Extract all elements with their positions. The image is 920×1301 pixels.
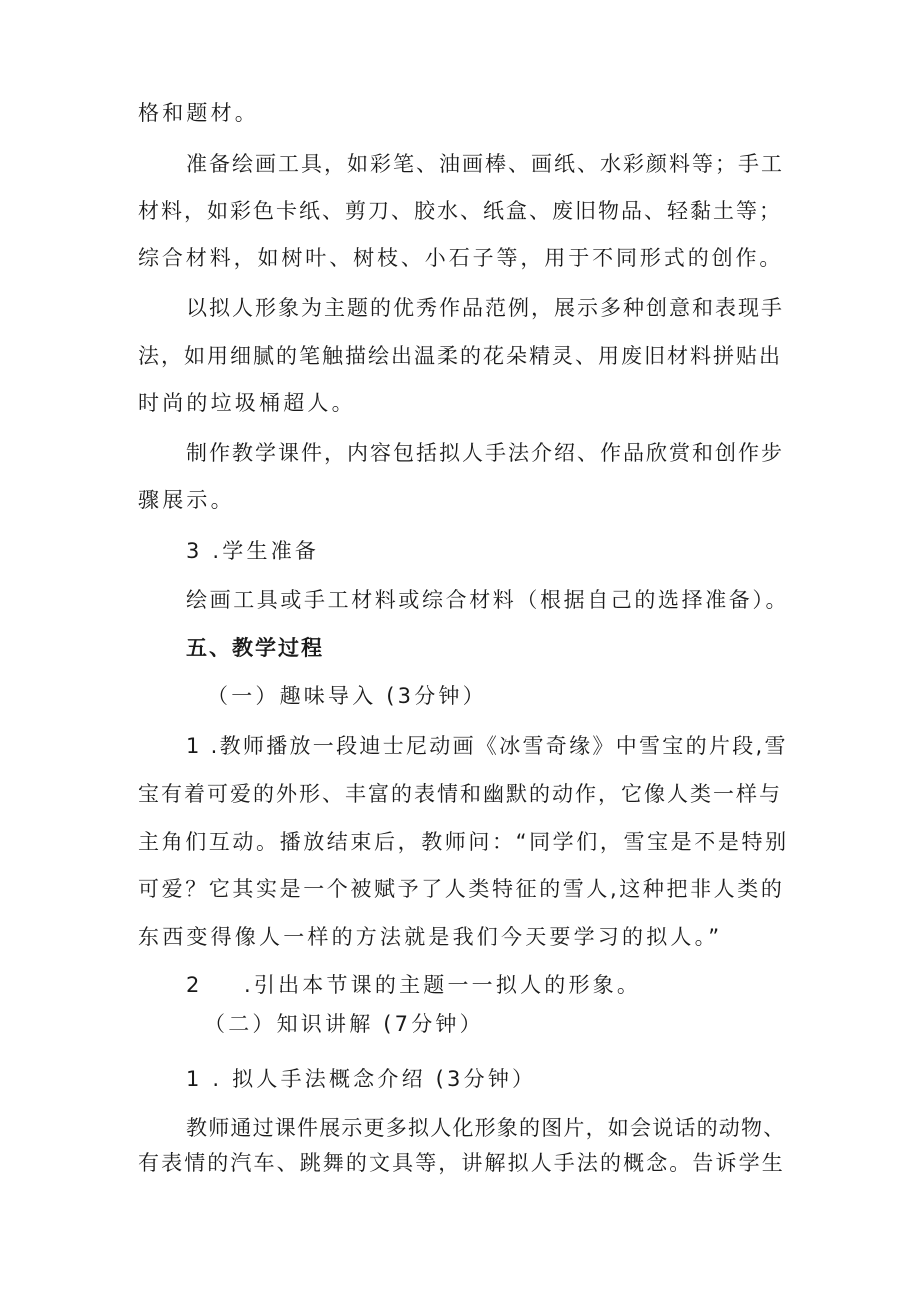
- text-line: 有表情的汽车、跳舞的文具等，讲解拟人手法的概念。告诉学生: [138, 1151, 785, 1175]
- section-heading: 五、教学过程: [186, 636, 324, 660]
- text-line: 准备绘画工具，如彩笔、油画棒、画纸、水彩颜料等；手工: [186, 152, 784, 176]
- text-line: 1 .教师播放一段迪士尼动画《冰雪奇缘》中雪宝的片段,雪: [186, 734, 788, 758]
- text-line: 格和题材。: [138, 101, 259, 125]
- text-line: 东西变得像人一样的方法就是我们今天要学习的拟人。”: [138, 925, 723, 949]
- text-line: 绘画工具或手工材料或综合材料（根据自己的选择准备）。: [186, 588, 790, 612]
- text-line: 制作教学课件，内容包括拟人手法介绍、作品欣赏和创作步: [186, 441, 784, 465]
- text-line: 时尚的垃圾桶超人。: [138, 391, 356, 415]
- text-line: 以拟人形象为主题的优秀作品范例，展示多种创意和表现手: [186, 296, 784, 320]
- text-line: 骤展示。: [138, 488, 235, 512]
- list-item-text: .引出本节课的主题一一拟人的形象。: [244, 973, 642, 997]
- text-line: 教师通过课件展示更多拟人化形象的图片，如会说话的动物、: [186, 1116, 786, 1140]
- subsection-heading: （二）知识讲解 (7分钟）: [204, 1012, 484, 1036]
- text-line: 综合材料，如树叶、树枝、小石子等，用于不同形式的创作。: [138, 246, 784, 270]
- text-line: 材料，如彩色卡纸、剪刀、胶水、纸盒、废旧物品、轻黏土等；: [138, 199, 782, 223]
- subsection-heading: （一）趣味导入 (3分钟）: [207, 684, 487, 708]
- text-line: 主角们互动。播放结束后，教师问：“同学们，雪宝是不是特别: [138, 830, 789, 854]
- list-item: [186, 970, 641, 1000]
- section-subheading: 3 .学生准备: [186, 539, 320, 563]
- text-line: 1 . 拟人手法概念介绍 (3分钟）: [186, 1067, 537, 1091]
- list-item-number: 2: [186, 973, 203, 997]
- text-line: 可爱？它其实是一个被赋予了人类特征的雪人,这种把非人类的: [138, 877, 785, 901]
- text-line: 法，如用细腻的笔触描绘出温柔的花朵精灵、用废旧材料拼贴出: [138, 344, 782, 368]
- text-line: 宝有着可爱的外形、丰富的表情和幽默的动作，它像人类一样与: [138, 782, 782, 806]
